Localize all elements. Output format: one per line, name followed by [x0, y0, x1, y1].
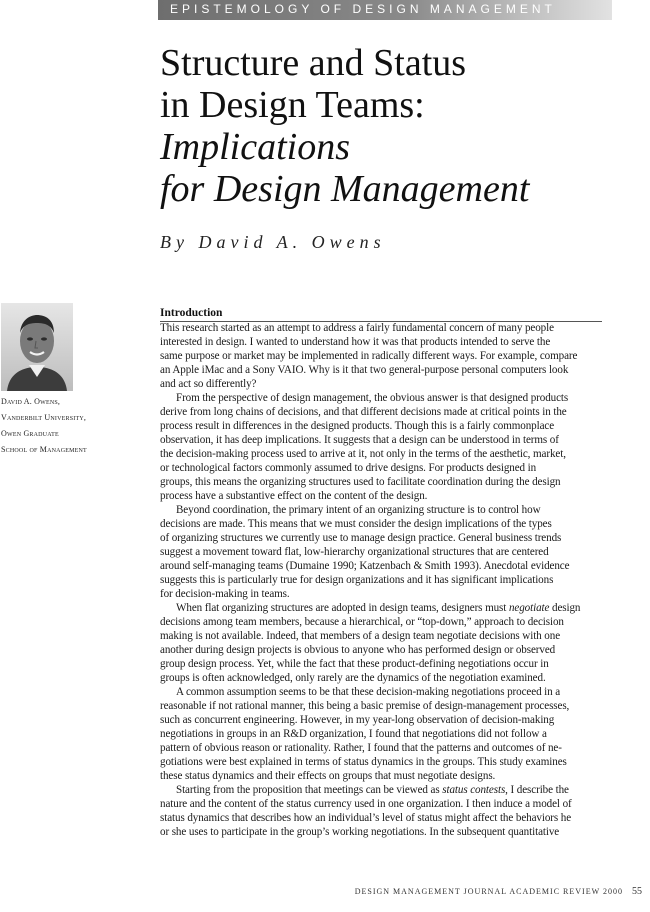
- paragraph-4: [160, 601, 604, 685]
- author-photo: [1, 303, 73, 391]
- page-number: 55: [632, 886, 642, 897]
- page-footer: [355, 886, 642, 897]
- body-line: group design process. Yet, while the fact that these product-defining negotiations occur in: [160, 658, 549, 670]
- section-banner: [158, 0, 612, 20]
- body-line: pattern of obvious reason or rationality. Rather, I found that the patterns and outcomes of ne-: [160, 742, 562, 754]
- banner-text: EPISTEMOLOGY OF DESIGN MANAGEMENT: [170, 2, 556, 16]
- paragraph-5: [160, 685, 604, 783]
- body-line: or she uses to participate in the group’s working negotiations. In the subsequent quantitative: [160, 826, 560, 838]
- body-line: such as concurrent engineering. However, in my year-long observation of decision-making: [160, 714, 555, 726]
- body-line: making is not available. Indeed, that members of a design team negotiate decisions with one: [160, 630, 561, 642]
- paragraph-1: [160, 321, 604, 391]
- author-affiliation-2: Owen Graduate: [1, 429, 59, 438]
- body-line: status dynamics that describes how an individual’s level of status might affect the behaviors he: [160, 812, 572, 824]
- body-line: This research started as an attempt to address a fairly fundamental concern of many people: [160, 322, 554, 334]
- body-line: Starting from the proposition that meetings can be viewed as status contests, I describe the: [176, 784, 569, 796]
- body-line: around self-managing teams (Dumaine 1990; Katzenbach & Smith 1993). Anecdotal evidence: [160, 560, 570, 572]
- paragraph-3: [160, 503, 604, 601]
- body-line: suggest a movement toward flat, low-hierarchy organizational structures that are centered: [160, 546, 549, 558]
- body-line: these status dynamics and their effects on groups that must negotiate designs.: [160, 770, 496, 782]
- emphasis: negotiate: [508, 602, 550, 614]
- body-line: decisions among team members, because a hierarchical, or “top-down,” approach to decision: [160, 616, 564, 628]
- body-line: observation, it has deep implications. It suggests that a design can be understood in terms of: [160, 434, 559, 446]
- author-portrait-icon: [1, 303, 73, 391]
- body-line: From the perspective of design management, the obvious answer is that designed products: [176, 392, 569, 404]
- author-affiliation-1: Vanderbilt University,: [1, 413, 87, 422]
- paragraph-6: [160, 783, 604, 839]
- body-line: nature and the content of the status currency used in one organization. I then induce a model of: [160, 798, 572, 810]
- byline: By David A. Owens: [160, 232, 386, 252]
- title-line-4: for Design Management: [160, 168, 530, 210]
- body-line: for decision-making in teams.: [160, 588, 290, 600]
- body-line: reasonable if not rational manner, this being a basic premise of design-management processes,: [160, 700, 570, 712]
- author-name: David A. Owens,: [1, 397, 61, 406]
- title-line-2: in Design Teams:: [160, 84, 425, 126]
- body-line: negotiations in groups in an R&D organization, I found that negotiations did not follow a: [160, 728, 547, 740]
- body-line: Beyond coordination, the primary intent of an organizing structure is to control how: [176, 504, 541, 516]
- body-line: groups, this means the organizing structures used to facilitate coordination during the design: [160, 476, 561, 488]
- body-line: derive from long chains of decisions, and that different decisions made at critical points in the: [160, 406, 567, 418]
- title-line-3: Implications: [160, 126, 350, 168]
- body-line: and act so differently?: [160, 378, 257, 390]
- body-line: suggests this is particularly true for design organizations and it has significant implications: [160, 574, 554, 586]
- body-line: decisions are made. This means that we must consider the design implications of the types: [160, 518, 552, 530]
- body-line: A common assumption seems to be that these decision-making negotiations proceed in a: [176, 686, 561, 698]
- author-affiliation-3: School of Management: [1, 445, 87, 454]
- article-title: [160, 42, 630, 210]
- body-line: same purpose or market may be implemented in radically different ways. For example, compare: [160, 350, 578, 362]
- section-heading: Introduction: [160, 306, 602, 322]
- body-line: interested in design. I wanted to understand how it was that products intended to serve the: [160, 336, 551, 348]
- body-line: process result in differences in the designed products. Though this is a fairly commonplace: [160, 420, 555, 432]
- body-line: or technological factors commonly assumed to drive designs. For products designed in: [160, 462, 537, 474]
- title-line-1: Structure and Status: [160, 42, 467, 84]
- body-line: another during design projects is obvious to anyone who has performed design or observed: [160, 644, 556, 656]
- body-line: the decision-making process used to arrive at it, not only in the terms of the aesthetic, market,: [160, 448, 566, 460]
- body-line: groups is often acknowledged, only rarely are the dynamics of the negotiation examined.: [160, 672, 546, 684]
- journal-name: DESIGN MANAGEMENT JOURNAL ACADEMIC REVIEW 2000: [354, 887, 623, 896]
- paragraph-2: [160, 391, 604, 503]
- emphasis: status contests: [442, 784, 506, 796]
- body-line: gotiations were best explained in terms of status dynamics in the groups. This study examines: [160, 756, 567, 768]
- body-line: process have a substantive effect on the content of the design.: [160, 490, 428, 502]
- body-line: an Apple iMac and a Sony VAIO. Why is it that two general-purpose personal computers look: [160, 364, 569, 376]
- body-line: When flat organizing structures are adopted in design teams, designers must negotiate design: [176, 602, 581, 614]
- article-body: [160, 321, 604, 839]
- author-info: [1, 394, 151, 458]
- body-line: of organizing structures we currently use to manage design practice. General business trends: [160, 532, 562, 544]
